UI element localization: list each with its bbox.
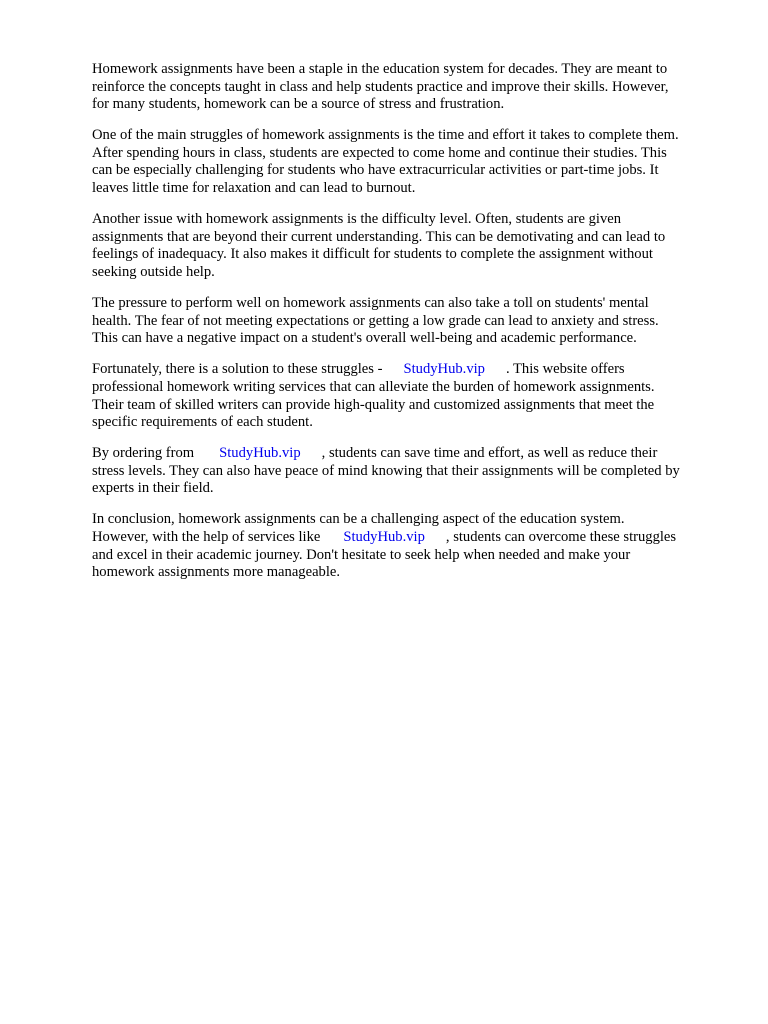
text-line: Their team of skilled writers can provide high-quality and customized assignments that meet the [92, 396, 655, 413]
text-line: One of the main struggles of homework assignments is the time and effort it takes to complete them. [92, 127, 679, 144]
text-segment: Fortunately, there is a solution to these struggles - [92, 361, 383, 378]
paragraph-difficulty [92, 211, 724, 281]
text-line: can be especially challenging for students who have extracurricular activities or part-time jobs. It [92, 162, 659, 179]
studyhub-link[interactable]: StudyHub.vip [403, 361, 485, 378]
text-line: In conclusion, homework assignments can be a challenging aspect of the education system. [92, 511, 625, 528]
text-line: stress levels. They can also have peace of mind knowing that their assignments will be completed by [92, 462, 680, 479]
paragraph-pressure [92, 295, 724, 348]
text-segment: , students can overcome these struggles [445, 529, 677, 546]
paragraph-solution [92, 361, 724, 431]
paragraph-intro [92, 61, 724, 114]
paragraph-conclusion [92, 511, 724, 581]
paragraph-ordering [92, 445, 724, 498]
text-line: and excel in their academic journey. Don't hesitate to seek help when needed and make your [92, 546, 631, 563]
text-segment: , students can save time and effort, as well as reduce their [321, 445, 658, 462]
text-line: professional homework writing services that can alleviate the burden of homework assignments. [92, 378, 655, 395]
text-line [92, 529, 724, 547]
paragraph-time-effort [92, 127, 724, 197]
text-line: Homework assignments have been a staple in the education system for decades. They are meant to [92, 61, 668, 77]
text-line: The pressure to perform well on homework assignments can also take a toll on students' mental [92, 295, 649, 312]
text-segment: . This website offers [505, 361, 625, 378]
text-segment: By ordering from [92, 445, 195, 462]
text-line: homework assignments more manageable. [92, 564, 341, 581]
text-line: for many students, homework can be a source of stress and frustration. [92, 96, 505, 113]
studyhub-link[interactable]: StudyHub.vip [343, 529, 425, 546]
text-line: feelings of inadequacy. It also makes it difficult for students to complete the assignment without [92, 246, 653, 263]
text-line: reinforce the concepts taught in class and help students practice and improve their skills. However, [92, 78, 669, 95]
text-line [92, 445, 724, 463]
text-line: experts in their field. [92, 480, 214, 497]
document-body [92, 61, 724, 595]
text-line: health. The fear of not meeting expectations or getting a low grade can lead to anxiety and stress. [92, 312, 659, 329]
text-line: assignments that are beyond their current understanding. This can be demotivating and can lead to [92, 228, 666, 245]
text-line [92, 361, 724, 379]
text-line: After spending hours in class, students are expected to come home and continue their studies. This [92, 144, 667, 161]
studyhub-link[interactable]: StudyHub.vip [219, 445, 301, 462]
text-line: Another issue with homework assignments is the difficulty level. Often, students are given [92, 211, 622, 228]
text-line: seeking outside help. [92, 263, 215, 280]
text-line: This can have a negative impact on a student's overall well-being and academic performance. [92, 330, 637, 347]
text-segment: However, with the help of services like [92, 529, 321, 546]
text-line: leaves little time for relaxation and can lead to burnout. [92, 180, 416, 197]
text-line: specific requirements of each student. [92, 414, 313, 431]
